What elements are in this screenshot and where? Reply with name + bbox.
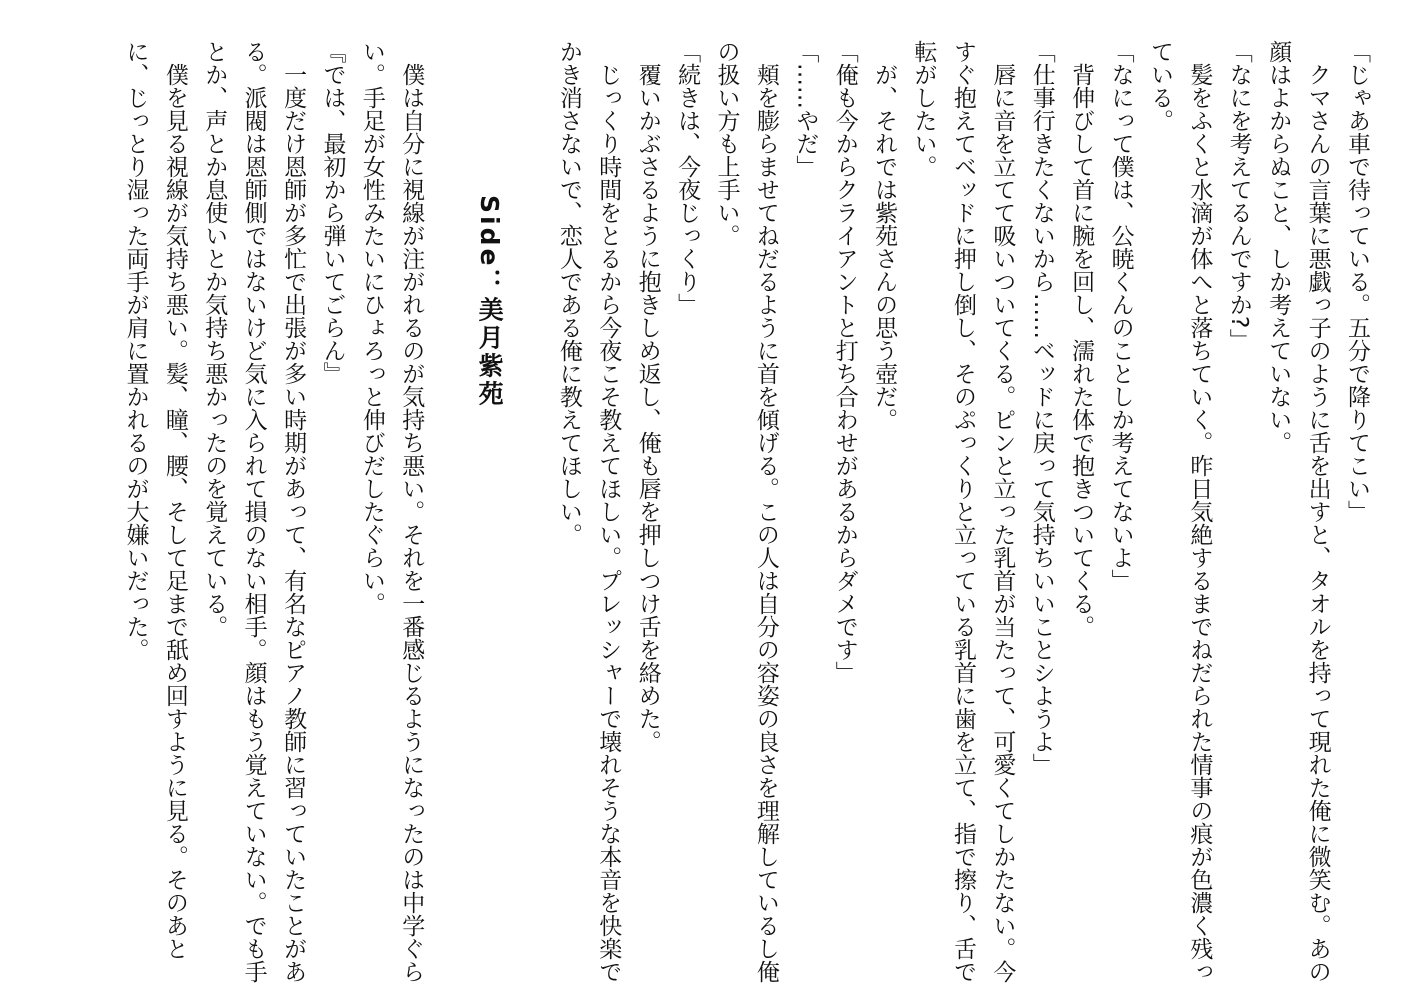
- text-line: 一度だけ恩師が多忙で出張が多い時期があって、有名なピアノ教師に習っていたことがあ: [280, 40, 307, 983]
- text-line: 髪をふくと水滴が体へと落ちていく。昨日気絶するまでねだられた情事の痕が色濃く残っ: [1186, 40, 1213, 983]
- text-line: 「続きは、今夜じっくり」: [674, 40, 701, 316]
- blank-line: [430, 40, 469, 980]
- vertical-text-body: [115, 40, 1376, 983]
- text-line: 「……やだ」: [792, 40, 819, 178]
- blank-line: [509, 40, 548, 980]
- text-line: じっくり時間をとるから今夜こそ教えてほしい。プレッシャーで壊れそうな本音を快楽で: [595, 40, 622, 983]
- text-line: が、それでは紫苑さんの思う壺だ。: [871, 40, 898, 431]
- text-line: る。派閥は恩師側ではないけど気に入られて損のない相手。顔はもう覚えていない。でも手: [240, 40, 267, 983]
- text-line: かき消さないで、恋人である俺に教えてほしい。: [555, 40, 582, 546]
- text-line: 転がしたい。: [910, 40, 937, 178]
- text-line: すぐ抱えてベッドに押し倒し、そのぷっくりと立っている乳首に歯を立て、指で擦り、舌で: [949, 40, 976, 983]
- text-line: 「じゃあ車で待っている。五分で降りてこい」: [1344, 40, 1370, 523]
- text-line: とか、声とか息使いとか気持ち悪かったのを覚えている。: [201, 40, 228, 638]
- text-line: の扱い方も上手い。: [713, 40, 740, 247]
- text-line: 唇に音を立てて吸いついてくる。ピンと立った乳首が当たって、可愛くてしかたない。今: [989, 40, 1016, 983]
- text-line: 頬を膨らませてねだるように首を傾げる。この人は自分の容姿の良さを理解しているし俺: [752, 40, 779, 983]
- text-line: 僕は自分に視線が注がれるのが気持ち悪い。それを一番感じるようになったのは中学ぐら: [398, 40, 425, 983]
- text-line: 「仕事行きたくないから……ベッドに戻って気持ちいいことシようよ」: [1028, 40, 1055, 776]
- section-heading: Side：美月紫苑: [475, 195, 505, 409]
- text-line: ている。: [1146, 40, 1173, 132]
- text-line: 僕を見る視線が気持ち悪い。髪、瞳、腰、そして足まで舐め回すように見る。そのあと: [161, 40, 188, 960]
- text-line: 「なにって僕は、公暁くんのことしか考えてないよ」: [1107, 40, 1134, 592]
- text-line: に、じっとり湿った両手が肩に置かれるのが大嫌いだった。: [122, 40, 149, 661]
- text-line: 背伸びして首に腕を回し、濡れた体で抱きついてくる。: [1068, 40, 1095, 638]
- text-line: クマさんの言葉に悪戯っ子のように舌を出すと、タオルを持って現れた俺に微笑む。あの: [1304, 40, 1331, 983]
- text-line: 顔はよからぬこと、しか考えていない。: [1265, 40, 1292, 454]
- text-line: い。手足が女性みたいにひょろっと伸びだしたぐらい。: [358, 40, 385, 615]
- text-line: 覆いかぶさるように抱きしめ返し、俺も唇を押しつけ舌を絡めた。: [634, 40, 661, 753]
- text-line: 「俺も今からクライアントと打ち合わせがあるからダメです」: [831, 40, 858, 684]
- text-line: 『では、最初から弾いてごらん』: [319, 40, 346, 385]
- text-line: 「なにを考えてるんですか?」: [1225, 40, 1252, 352]
